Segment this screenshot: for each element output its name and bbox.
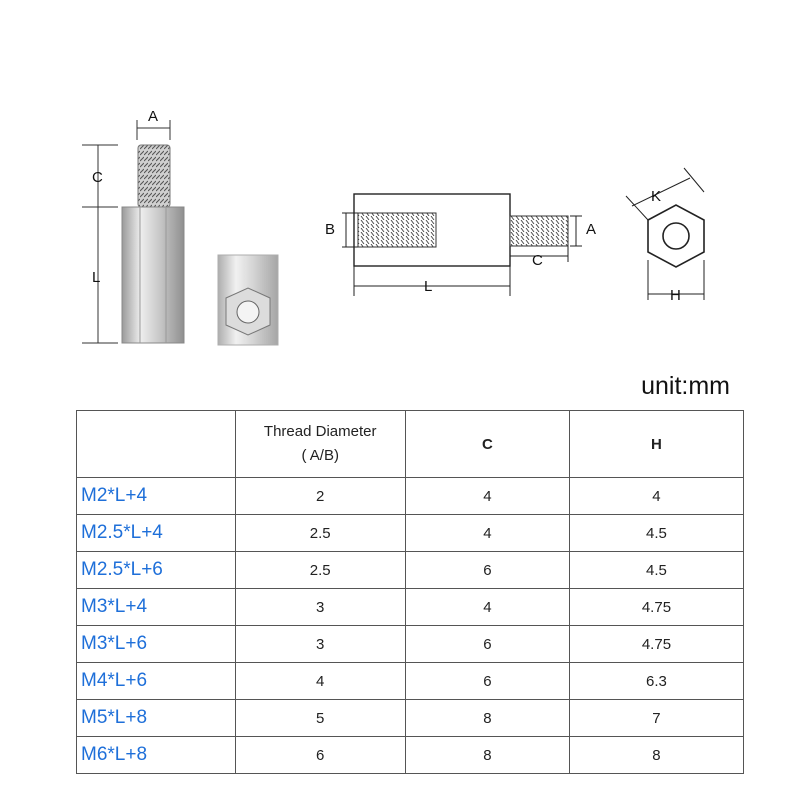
row-thread: 4 (235, 663, 405, 700)
table-row (77, 737, 744, 774)
row-h: 6.3 (569, 663, 743, 700)
photo-label-a: A (148, 108, 159, 125)
row-h: 4.5 (569, 552, 743, 589)
row-thread: 6 (235, 737, 405, 774)
row-model: M2.5*L+6 (77, 552, 236, 589)
table-header-row (77, 411, 744, 478)
row-c: 4 (405, 515, 569, 552)
spec-table (76, 410, 744, 774)
row-model: M3*L+4 (77, 589, 236, 626)
table-row (77, 663, 744, 700)
table-row (77, 700, 744, 737)
row-c: 6 (405, 663, 569, 700)
row-thread: 2.5 (235, 515, 405, 552)
table-row (77, 478, 744, 515)
table-row (77, 515, 744, 552)
row-thread: 3 (235, 626, 405, 663)
row-model: M2.5*L+4 (77, 515, 236, 552)
row-thread: 3 (235, 589, 405, 626)
table-row (77, 626, 744, 663)
row-h: 4.5 (569, 515, 743, 552)
row-c: 8 (405, 737, 569, 774)
row-model: M4*L+6 (77, 663, 236, 700)
row-c: 4 (405, 589, 569, 626)
table-row (77, 552, 744, 589)
row-h: 4 (569, 478, 743, 515)
row-model: M5*L+8 (77, 700, 236, 737)
hex-end-view (648, 205, 704, 267)
row-thread: 2 (235, 478, 405, 515)
row-c: 4 (405, 478, 569, 515)
header-thread-diameter (235, 411, 405, 478)
header-model (77, 411, 236, 478)
row-c: 6 (405, 626, 569, 663)
row-model: M2*L+4 (77, 478, 236, 515)
header-thread-line1: Thread Diameter (263, 423, 377, 440)
table-row (77, 589, 744, 626)
drawing-label-a: A (586, 221, 597, 238)
header-h: H (569, 411, 743, 478)
standoff-photo-front (122, 145, 184, 343)
drawing-label-h: H (670, 287, 681, 304)
row-thread: 5 (235, 700, 405, 737)
photo-label-c: C (92, 169, 103, 186)
row-c: 8 (405, 700, 569, 737)
drawing-label-c: C (532, 252, 543, 269)
photo-label-l: L (92, 269, 101, 286)
row-h: 7 (569, 700, 743, 737)
drawing-label-l: L (424, 278, 433, 295)
row-h: 4.75 (569, 589, 743, 626)
row-thread: 2.5 (235, 552, 405, 589)
row-h: 8 (569, 737, 743, 774)
row-c: 6 (405, 552, 569, 589)
header-thread-line2: ( A/B) (301, 447, 339, 464)
row-h: 4.75 (569, 626, 743, 663)
drawing-dimension-a (570, 216, 582, 246)
row-model: M6*L+8 (77, 737, 236, 774)
row-model: M3*L+6 (77, 626, 236, 663)
standoff-photo-angled (218, 255, 278, 345)
drawing-label-k: K (651, 188, 662, 205)
unit-label: unit:mm (641, 372, 730, 400)
standoff-dimension-diagram (0, 0, 800, 370)
drawing-label-b: B (325, 221, 336, 238)
header-c: C (405, 411, 569, 478)
